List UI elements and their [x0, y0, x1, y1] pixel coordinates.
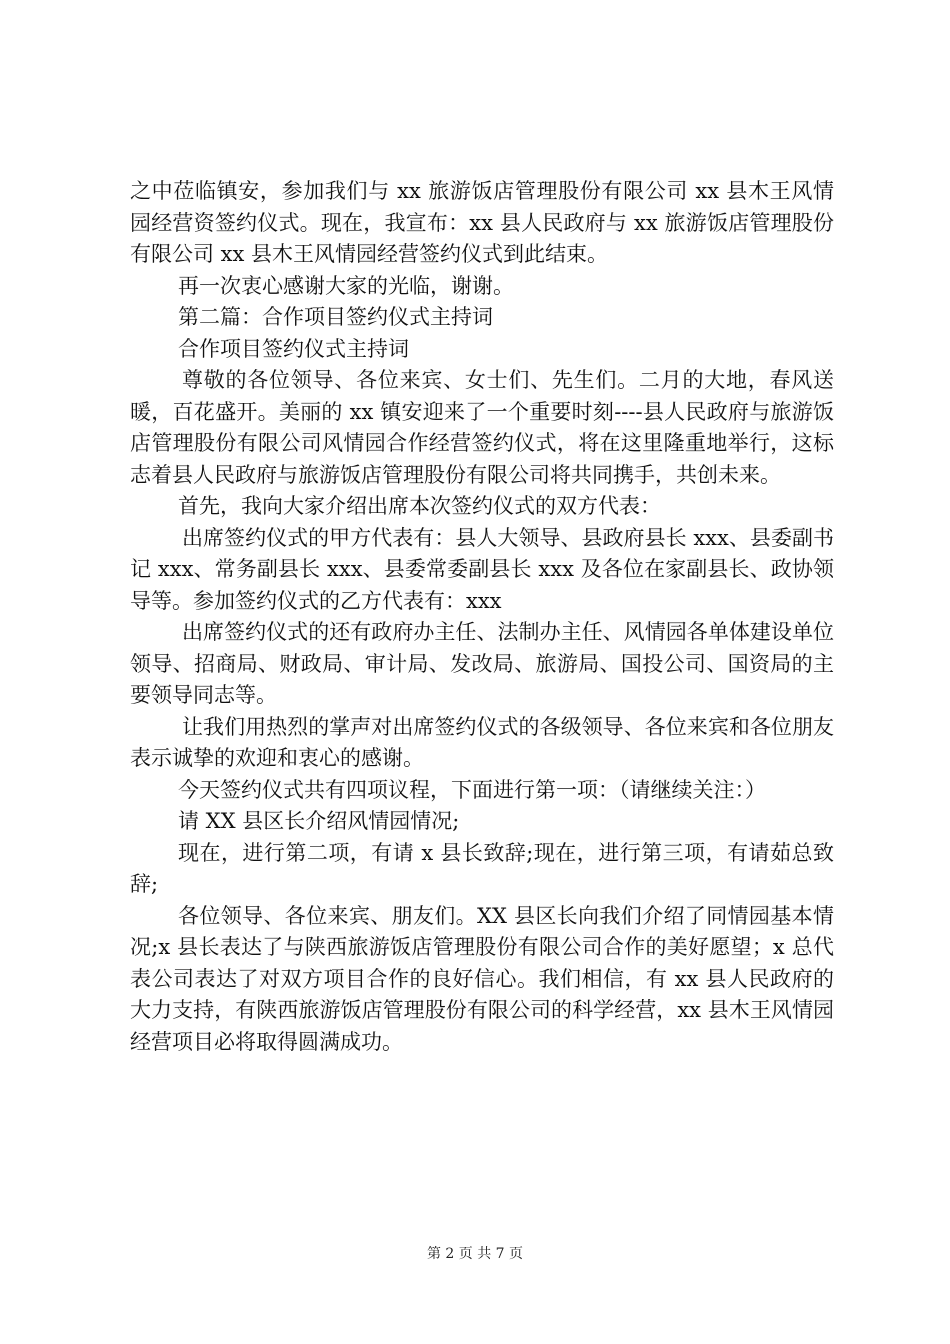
paragraph-items-two-three: 现在，进行第二项，有请 x 县长致辞;现在，进行第三项，有请茹总致辞;: [130, 840, 834, 896]
document-body: [130, 176, 834, 1058]
paragraph-introduction: 首先，我向大家介绍出席本次签约仪式的双方代表：: [178, 494, 661, 518]
paragraph-item-one: 请 XX 县区长介绍风情园情况;: [178, 809, 460, 833]
paragraph-attendees: 出席签约仪式的还有政府办主任、法制办主任、风情园各单体建设单位领导、招商局、财政局、审计局、发改局、旅游局、国投公司、国资局的主要领导同志等。: [130, 620, 834, 707]
page-number: 第 2 页 共 7 页: [426, 1246, 524, 1262]
section-subtitle: 合作项目签约仪式主持词: [178, 336, 409, 361]
paragraph-applause: 让我们用热烈的掌声对出席签约仪式的各级领导、各位来宾和各位朋友表示诚挚的欢迎和衷心的感谢。: [130, 714, 834, 770]
paragraph-agenda: 今天签约仪式共有四项议程，下面进行第一项：（请继续关注：）: [178, 777, 766, 802]
paragraph-continuation: 之中莅临镇安，参加我们与 xx 旅游饭店管理股份有限公司 xx 县木王风情园经营资签约仪式。现在，我宣布：xx 县人民政府与 xx 旅游饭店管理股份有限公司 xx 县木王风情园经营签约仪式到此结束。: [130, 179, 834, 266]
paragraph-closing: 各位领导、各位来宾、朋友们。XX 县区长向我们介绍了同情园基本情况;x 县长表达了与陕西旅游饭店管理股份有限公司合作的美好愿望；x 总代表公司表达了对双方项目合作的良好信心。我们相信，有 xx 县人民政府的大力支持，有陕西旅游饭店管理股份有限公司的科学经营，xx 县木王风情园经营项目必将取得圆满成功。: [130, 903, 834, 1054]
paragraph-thanks: 再一次衷心感谢大家的光临，谢谢。: [178, 273, 514, 298]
paragraph-party-a: 出席签约仪式的甲方代表有：县人大领导、县政府县长 xxx、县委副书记 xxx、常务副县长 xxx、县委常委副县长 xxx 及各位在家副县长、政协领导等。参加签约仪式的乙方代表有：xxx: [130, 525, 834, 613]
section-heading: 第二篇：合作项目签约仪式主持词: [178, 305, 493, 329]
paragraph-opening: 尊敬的各位领导、各位来宾、女士们、先生们。二月的大地，春风送暖，百花盛开。美丽的 xx 镇安迎来了一个重要时刻----县人民政府与旅游饭店管理股份有限公司风情园合作经营签约仪式，将在这里隆重地举行，这标志着县人民政府与旅游饭店管理股份有限公司将共同携手，共创未来。: [130, 368, 834, 487]
